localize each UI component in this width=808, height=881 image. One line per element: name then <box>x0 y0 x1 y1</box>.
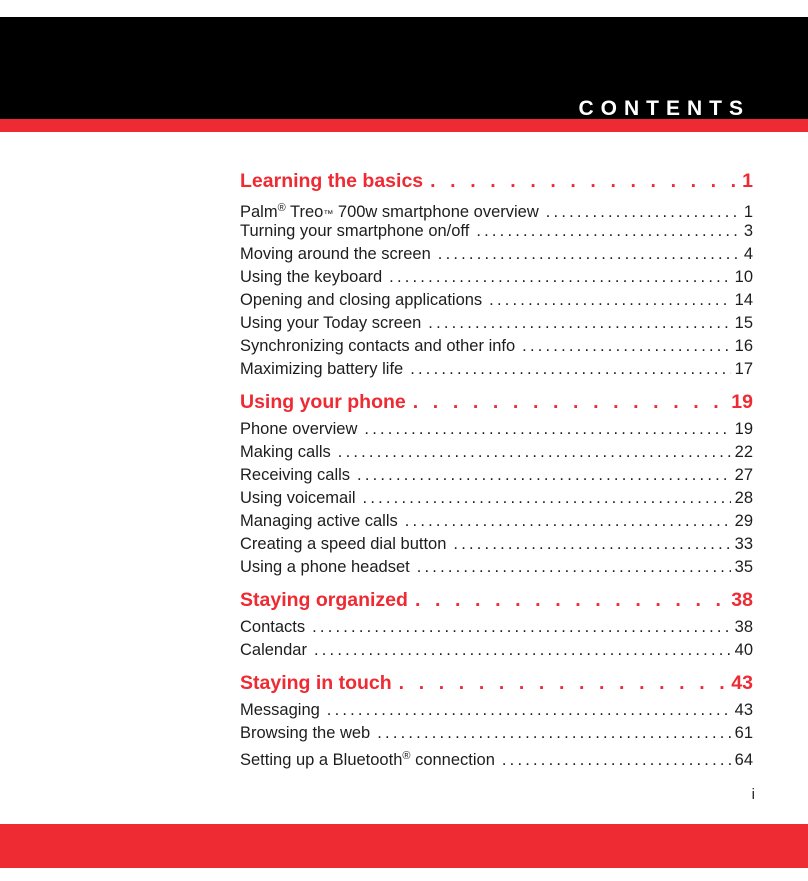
toc-entry[interactable] <box>240 243 753 266</box>
dot-leader <box>438 243 740 266</box>
toc-section-page: 1 <box>742 170 753 192</box>
dot-leader <box>430 168 738 195</box>
dot-leader <box>417 556 731 579</box>
toc-entry-label: Turning your smartphone on/off <box>240 222 470 240</box>
toc-entry-label: Moving around the screen <box>240 245 431 263</box>
toc-entry[interactable] <box>240 289 753 312</box>
toc-entry[interactable] <box>240 441 753 464</box>
dot-leader <box>410 358 730 381</box>
toc-entry-page: 15 <box>734 314 753 332</box>
toc-section-title: Using your phone <box>240 391 406 413</box>
toc-entry-page: 22 <box>734 443 753 461</box>
toc-entry-page: 35 <box>734 558 753 576</box>
dot-leader <box>453 533 730 556</box>
dot-leader <box>399 670 728 697</box>
dot-leader <box>415 587 727 614</box>
dot-leader <box>489 289 730 312</box>
toc-entry-label: Using the keyboard <box>240 268 383 286</box>
toc-entry-label: Receiving calls <box>240 466 351 484</box>
dot-leader <box>357 464 731 487</box>
toc-entry[interactable] <box>240 639 753 662</box>
toc-entry-label: Using voicemail <box>240 489 356 507</box>
dot-leader <box>377 722 730 745</box>
toc-entry-label: Messaging <box>240 701 320 719</box>
toc-entry-page: 14 <box>734 291 753 309</box>
toc-entry[interactable] <box>240 335 753 358</box>
dot-leader <box>327 699 731 722</box>
dot-leader <box>405 510 731 533</box>
toc-entry-page: 27 <box>734 466 753 484</box>
dot-leader <box>364 418 730 441</box>
dot-leader <box>476 220 740 243</box>
dot-leader <box>312 616 731 639</box>
toc-entry[interactable] <box>240 533 753 556</box>
toc-entry-label: Creating a speed dial button <box>240 535 447 553</box>
dot-leader <box>314 639 731 662</box>
toc-entry[interactable] <box>240 266 753 289</box>
toc-entry[interactable] <box>240 487 753 510</box>
toc-entry[interactable] <box>240 699 753 722</box>
toc-section <box>240 670 753 768</box>
toc-section-heading[interactable] <box>240 670 753 697</box>
toc-entry-label: Making calls <box>240 443 331 461</box>
toc-entry-page: 4 <box>743 245 753 263</box>
toc-entry[interactable] <box>240 358 753 381</box>
toc-entry-page: 3 <box>743 222 753 240</box>
page-title: CONTENTS <box>578 97 750 120</box>
toc-section <box>240 168 753 381</box>
toc-section-page: 43 <box>731 672 753 694</box>
toc-section-title: Staying organized <box>240 589 408 611</box>
toc-entry-label: Setting up a Bluetooth® connection <box>240 750 495 769</box>
toc-entry[interactable] <box>240 510 753 533</box>
toc-entry-page: 33 <box>734 535 753 553</box>
dot-leader <box>502 749 731 772</box>
toc-section-heading[interactable] <box>240 168 753 195</box>
toc-entry-label: Using a phone headset <box>240 558 410 576</box>
toc-entry-page: 64 <box>734 751 753 769</box>
toc-section <box>240 389 753 579</box>
toc-entry-label: Managing active calls <box>240 512 398 530</box>
toc-entry-label: Phone overview <box>240 420 358 438</box>
dot-leader <box>363 487 731 510</box>
toc-section-heading[interactable] <box>240 587 753 614</box>
toc-entry[interactable] <box>240 312 753 335</box>
toc-entry-page: 1 <box>743 203 753 221</box>
dot-leader <box>522 335 730 358</box>
toc-entry-page: 16 <box>734 337 753 355</box>
page-number: i <box>751 786 755 803</box>
toc-entry-label: Using your Today screen <box>240 314 422 332</box>
toc-entry[interactable] <box>240 616 753 639</box>
toc-section-page: 38 <box>731 589 753 611</box>
toc-entry[interactable] <box>240 556 753 579</box>
toc-entry[interactable] <box>240 197 753 220</box>
footer-band <box>0 824 808 868</box>
toc-entry-label: Contacts <box>240 618 306 636</box>
dot-leader <box>413 389 728 416</box>
toc-entry-page: 28 <box>734 489 753 507</box>
dot-leader <box>428 312 730 335</box>
toc-section-heading[interactable] <box>240 389 753 416</box>
toc-entry-page: 29 <box>734 512 753 530</box>
toc-entry-page: 43 <box>734 701 753 719</box>
toc-section-page: 19 <box>731 391 753 413</box>
toc-entry[interactable] <box>240 418 753 441</box>
toc-entry[interactable] <box>240 722 753 745</box>
toc-entry-page: 17 <box>734 360 753 378</box>
toc-entry-page: 61 <box>734 724 753 742</box>
table-of-contents <box>240 168 753 776</box>
toc-entry-label: Palm® Treo™ 700w smartphone overview <box>240 202 539 221</box>
toc-entry-page: 10 <box>734 268 753 286</box>
toc-entry-label: Opening and closing applications <box>240 291 483 309</box>
dot-leader <box>338 441 731 464</box>
toc-entry-page: 38 <box>734 618 753 636</box>
toc-entry-label: Browsing the web <box>240 724 371 742</box>
toc-entry[interactable] <box>240 464 753 487</box>
toc-entry-page: 19 <box>734 420 753 438</box>
toc-section-title: Learning the basics <box>240 170 424 192</box>
toc-entry-label: Calendar <box>240 641 307 659</box>
toc-entry[interactable] <box>240 745 753 768</box>
toc-section-title: Staying in touch <box>240 672 392 694</box>
toc-section <box>240 587 753 662</box>
toc-entry-label: Maximizing battery life <box>240 360 404 378</box>
dot-leader <box>389 266 730 289</box>
toc-entry[interactable] <box>240 220 753 243</box>
toc-entry-label: Synchronizing contacts and other info <box>240 337 516 355</box>
toc-entry-page: 40 <box>734 641 753 659</box>
